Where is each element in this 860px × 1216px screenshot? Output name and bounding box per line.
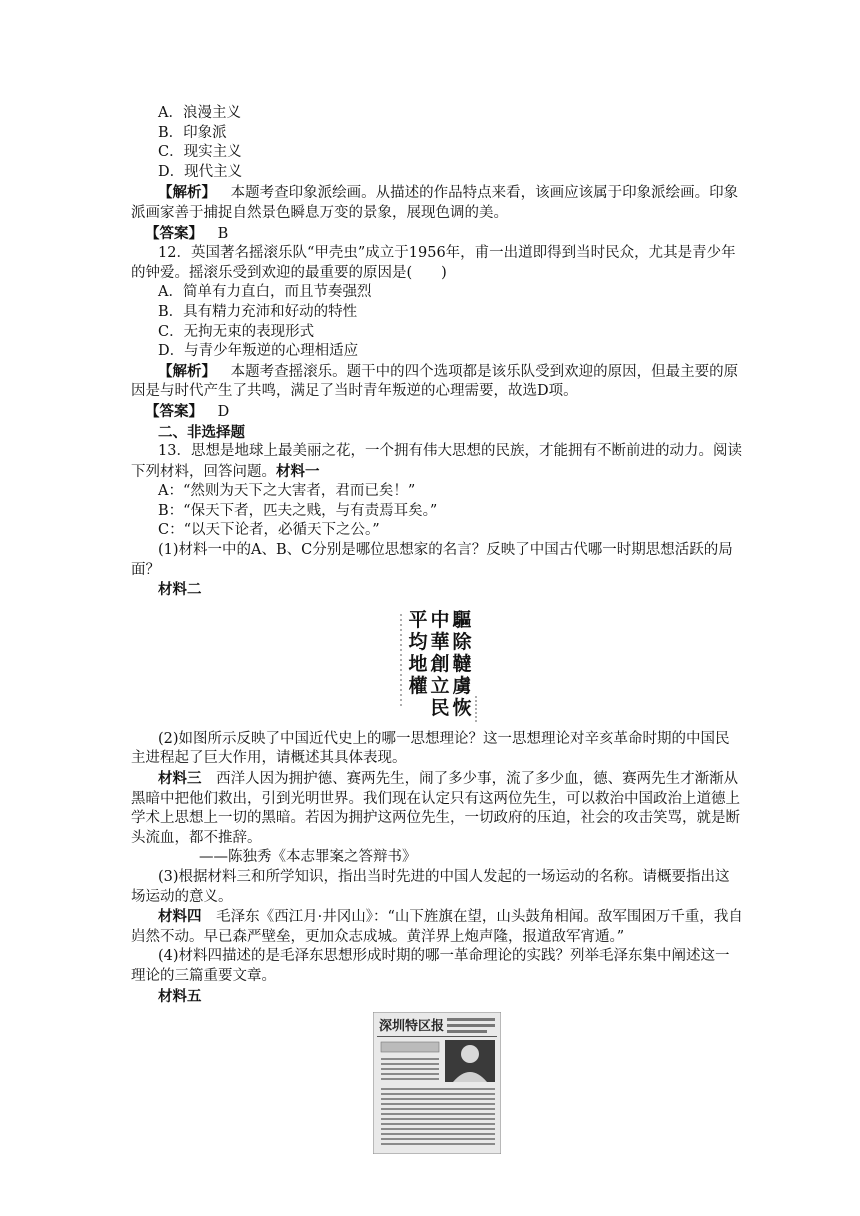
q12-answer bbox=[131, 402, 743, 423]
svg-text:民: 民 bbox=[430, 696, 450, 719]
q12-option-b: B．具有精力充沛和好动的特性 bbox=[158, 303, 358, 320]
material4-label: 材料四 bbox=[158, 908, 202, 926]
analysis-label: 【解析】 bbox=[158, 184, 216, 202]
m1-quote-b: B：“保天下者，匹夫之贱，与有责焉耳矣。” bbox=[158, 502, 438, 519]
q12-option-c: C．无拘无束的表现形式 bbox=[158, 323, 315, 340]
material5-figure bbox=[131, 1012, 743, 1154]
svg-text:立: 立 bbox=[430, 674, 450, 697]
material3-label: 材料三 bbox=[158, 770, 202, 788]
svg-text:權: 權 bbox=[408, 674, 428, 697]
svg-text:均: 均 bbox=[408, 630, 428, 653]
svg-text:恢: 恢 bbox=[452, 696, 472, 719]
q13-3: (3)根据材料三和所学知识，指出当时先进的中国人发起的一场运动的名称。请概要指出这场运动的意义。 bbox=[131, 869, 730, 905]
svg-text:韃: 韃 bbox=[452, 652, 472, 675]
answer-value: D bbox=[217, 403, 230, 420]
answer-value: B bbox=[217, 225, 229, 242]
q13-1: (1)材料一中的A、B、C分别是哪位思想家的名言？反映了中国古代哪一时期思想活跃的局面？ bbox=[131, 542, 733, 578]
q11-option-b: B．印象派 bbox=[158, 124, 227, 141]
section-title: 二、非选择题 bbox=[158, 423, 245, 441]
svg-text:創: 創 bbox=[430, 652, 450, 675]
material4 bbox=[131, 907, 743, 947]
svg-text:華: 華 bbox=[430, 630, 450, 653]
material2-figure bbox=[131, 606, 743, 726]
q13-stem-text: 13．思想是地球上最美丽之花，一个拥有伟大思想的民族，才能拥有不断前进的动力。阅读下列材料，回答问题。 bbox=[131, 443, 742, 480]
calligraphy-image bbox=[392, 606, 482, 726]
material3-text: 西洋人因为拥护德、赛两先生，闹了多少事，流了多少血，德、赛两先生才渐渐从黑暗中把他们救出，引到光明世界。我们现在认定只有这两位先生，可以救治中国政治上道德上学术上思想上一切的黑暗。若因为拥护这两位先生，一切政府的压迫，社会的攻击笑骂，就是断头流血，都不推辞。 bbox=[131, 771, 740, 846]
analysis-label: 【解析】 bbox=[158, 362, 216, 380]
material4-text: 毛泽东《西江月·井冈山》：“山下旌旗在望，山头鼓角相闻。敌军围困万千重，我自岿然不动。早已森严壁垒，更加众志成城。黄洋界上炮声隆，报道敌军宵遁。” bbox=[131, 909, 743, 945]
m1-quote-c: C：“以天下论者，必循天下之公。” bbox=[158, 522, 380, 539]
svg-text:地: 地 bbox=[408, 652, 428, 675]
material2-label: 材料二 bbox=[158, 581, 202, 599]
q11-analysis bbox=[131, 183, 743, 223]
document-page bbox=[131, 104, 743, 1158]
q11-answer bbox=[131, 224, 743, 245]
svg-text:中: 中 bbox=[430, 608, 450, 631]
answer-label: 【答案】 bbox=[145, 402, 203, 420]
svg-text:虜: 虜 bbox=[452, 674, 472, 697]
material5-label: 材料五 bbox=[158, 987, 202, 1005]
q11-option-a: A．浪漫主义 bbox=[158, 105, 241, 121]
analysis-text: 本题考查摇滚乐。题干中的四个选项都是该乐队受到欢迎的原因，但最主要的原因是与时代产生了共鸣，满足了当时青年叛逆的心理需要，故选D项。 bbox=[131, 363, 739, 400]
svg-text:驅: 驅 bbox=[452, 608, 472, 631]
q12-analysis bbox=[131, 362, 743, 402]
q11-option-c: C．现实主义 bbox=[158, 144, 242, 161]
svg-text:除: 除 bbox=[452, 630, 472, 653]
q13-2: (2)如图所示反映了中国近代史上的哪一思想理论？这一思想理论对辛亥革命时期的中国民主进程起了巨大作用，请概述其具体表现。 bbox=[131, 730, 730, 767]
answer-label: 【答案】 bbox=[145, 224, 203, 242]
newspaper-masthead: 深圳特区报 bbox=[379, 1019, 445, 1035]
q12-option-d: D．与青少年叛逆的心理相适应 bbox=[158, 343, 359, 360]
q13-4: (4)材料四描述的是毛泽东思想形成时期的哪一革命理论的实践？列举毛泽东集中阐述这一理论的三篇重要文章。 bbox=[131, 948, 730, 984]
material3-source: ——陈独秀《本志罪案之答辩书》 bbox=[199, 849, 417, 866]
analysis-text: 本题考查印象派绘画。从描述的作品特点来看，该画应该属于印象派绘画。印象派画家善于捕捉自然景色瞬息万变的景象，展现色调的美。 bbox=[131, 185, 739, 221]
material3 bbox=[131, 769, 743, 848]
m1-quote-a: A：“然则为天下之大害者，君而已矣！” bbox=[158, 483, 416, 500]
q12-stem: 12．英国著名摇滚乐队“甲壳虫”成立于1956年，甫一出道即得到当时民众，尤其是青少年的钟爱。摇滚乐受到欢迎的最重要的原因是( ) bbox=[131, 245, 736, 281]
q12-option-a: A．简单有力直白，而且节奏强烈 bbox=[158, 284, 372, 301]
svg-text:平: 平 bbox=[408, 608, 428, 631]
newspaper-image bbox=[373, 1012, 501, 1154]
material1-label: 材料一 bbox=[276, 462, 320, 480]
q11-option-d: D．现代主义 bbox=[158, 163, 243, 180]
q13-stem bbox=[131, 442, 743, 482]
